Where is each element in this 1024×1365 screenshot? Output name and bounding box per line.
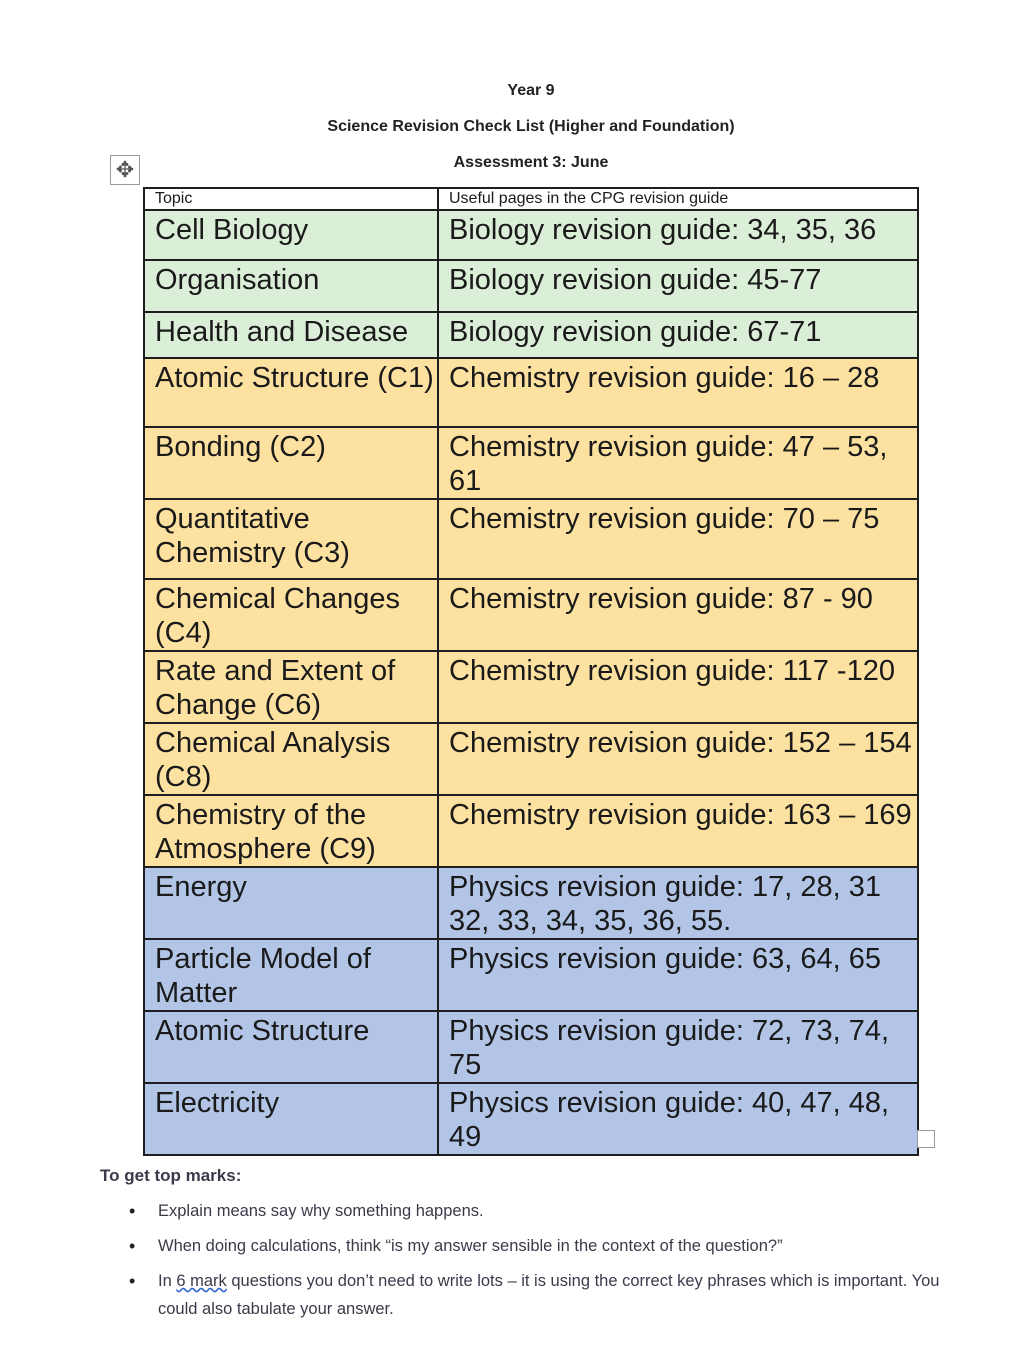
tip-text-after: questions you don’t need to write lots – it is using the correct key phrases which is important. You could also tabulate your answer.	[158, 1272, 940, 1318]
assessment-heading: Assessment 3: June	[453, 154, 609, 171]
list-item: • Explain means say why something happens.	[158, 1197, 970, 1225]
topic-cell[interactable]: Health and Disease	[144, 312, 438, 358]
pages-cell[interactable]: Biology revision guide: 45-77	[438, 260, 918, 312]
table-row	[144, 260, 918, 312]
pages-cell[interactable]: Chemistry revision guide: 117 -120	[438, 651, 918, 723]
table-row	[144, 579, 918, 651]
column-header-topic: Topic	[144, 188, 438, 210]
pages-cell[interactable]: Chemistry revision guide: 152 – 154	[438, 723, 918, 795]
pages-cell[interactable]: Chemistry revision guide: 47 – 53, 61	[438, 427, 918, 499]
topic-cell[interactable]: Energy	[144, 867, 438, 939]
resize-square-icon[interactable]	[917, 1130, 935, 1148]
year-heading: Year 9	[507, 82, 555, 99]
pages-cell[interactable]: Physics revision guide: 72, 73, 74, 75	[438, 1011, 918, 1083]
table-row	[144, 1011, 918, 1083]
topic-cell[interactable]: Particle Model of Matter	[144, 939, 438, 1011]
list-item	[158, 1267, 970, 1323]
table-row	[144, 210, 918, 260]
topic-cell[interactable]: Electricity	[144, 1083, 438, 1155]
list-item: • When doing calculations, think “is my answer sensible in the context of the question?”	[158, 1232, 970, 1260]
table-row	[144, 1083, 918, 1155]
pages-cell[interactable]: Biology revision guide: 67-71	[438, 312, 918, 358]
pages-cell[interactable]: Chemistry revision guide: 16 – 28	[438, 358, 918, 427]
pages-cell[interactable]: Physics revision guide: 63, 64, 65	[438, 939, 918, 1011]
topic-cell[interactable]: Atomic Structure (C1)	[144, 358, 438, 427]
topic-cell[interactable]: Bonding (C2)	[144, 427, 438, 499]
table-header-row	[144, 188, 918, 210]
pages-cell[interactable]: Chemistry revision guide: 70 – 75	[438, 499, 918, 579]
table-row	[144, 939, 918, 1011]
table-row	[144, 358, 918, 427]
topic-cell[interactable]: Atomic Structure	[144, 1011, 438, 1083]
table-row	[144, 723, 918, 795]
topic-cell[interactable]: Chemical Changes (C4)	[144, 579, 438, 651]
table-row	[144, 795, 918, 867]
pages-cell[interactable]: Biology revision guide: 34, 35, 36	[438, 210, 918, 260]
topic-cell[interactable]: Cell Biology	[144, 210, 438, 260]
tips-section	[100, 1166, 970, 1330]
table-row	[144, 499, 918, 579]
pages-cell[interactable]: Physics revision guide: 17, 28, 31 32, 33, 34, 35, 36, 55.	[438, 867, 918, 939]
topic-cell[interactable]: Rate and Extent of Change (C6)	[144, 651, 438, 723]
table-row	[144, 427, 918, 499]
topic-cell[interactable]: Organisation	[144, 260, 438, 312]
topic-cell[interactable]: Chemical Analysis (C8)	[144, 723, 438, 795]
table-row	[144, 651, 918, 723]
pages-cell[interactable]: Physics revision guide: 40, 47, 48, 49	[438, 1083, 918, 1155]
move-arrows-icon[interactable]: ✥	[110, 155, 140, 185]
topic-cell[interactable]: Quantitative Chemistry (C3)	[144, 499, 438, 579]
spellcheck-flagged-text[interactable]: 6 mark	[176, 1272, 227, 1290]
table-row	[144, 867, 918, 939]
tips-list	[100, 1197, 970, 1323]
topic-cell[interactable]: Chemistry of the Atmosphere (C9)	[144, 795, 438, 867]
tip-text-before: In	[158, 1272, 177, 1290]
pages-cell[interactable]: Chemistry revision guide: 87 - 90	[438, 579, 918, 651]
table-row	[144, 312, 918, 358]
tips-title: To get top marks:	[100, 1166, 242, 1185]
checklist-title: Science Revision Check List (Higher and Foundation)	[327, 118, 735, 135]
column-header-pages: Useful pages in the CPG revision guide	[438, 188, 918, 210]
pages-cell[interactable]: Chemistry revision guide: 163 – 169	[438, 795, 918, 867]
revision-table	[143, 187, 919, 1156]
